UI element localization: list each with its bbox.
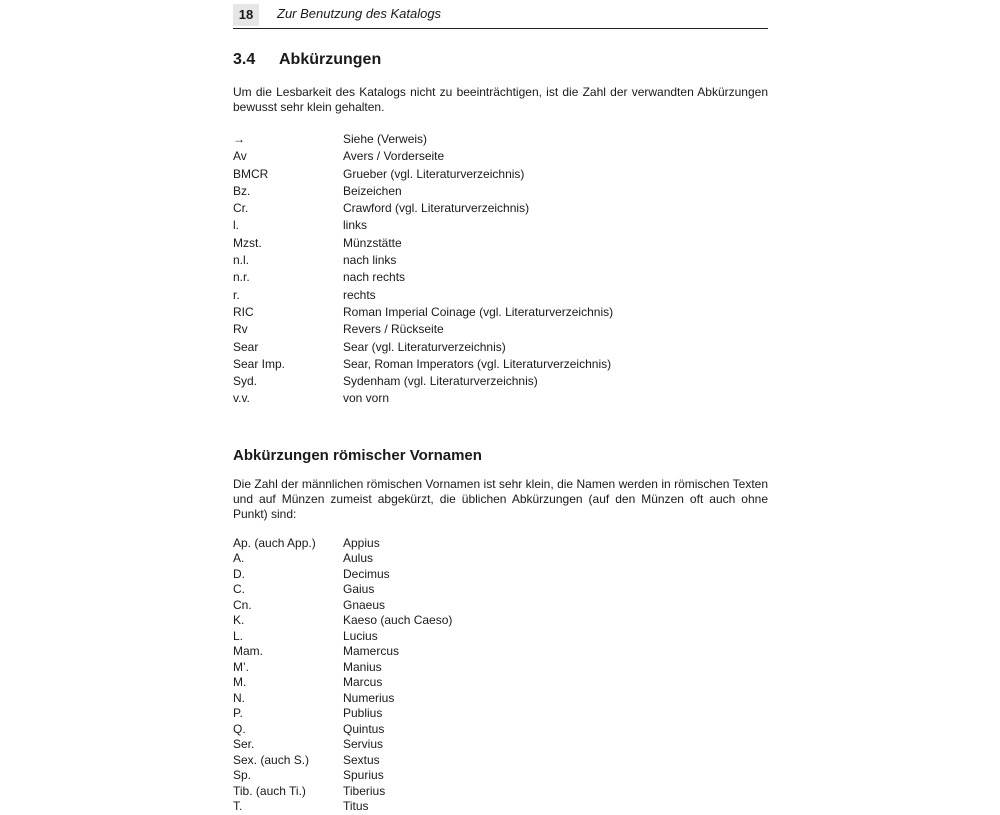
abbreviation: Mzst.	[233, 235, 262, 250]
abbreviation: l.	[233, 218, 239, 233]
abbreviation-meaning: Mamercus	[343, 644, 400, 659]
list-item	[233, 287, 768, 304]
abbreviation-meaning: Crawford (vgl. Literaturverzeichnis)	[343, 201, 530, 216]
list-item	[233, 675, 768, 691]
list-item	[233, 629, 768, 645]
list-item	[233, 598, 768, 614]
abbreviation-meaning: Avers / Vorderseite	[343, 149, 445, 164]
list-item	[233, 706, 768, 722]
list-item	[233, 567, 768, 583]
abbreviation: P.	[233, 706, 243, 721]
abbreviation-meaning: Appius	[343, 535, 380, 550]
list-item	[233, 148, 768, 165]
section-intro: Um die Lesbarkeit des Katalogs nicht zu beeinträchtigen, ist die Zahl der verwandten Abkürzungen bewusst sehr klein gehalten.	[233, 85, 768, 114]
page-header	[233, 0, 768, 29]
list-item	[233, 551, 768, 567]
abbreviation: r.	[233, 287, 240, 302]
list-item	[233, 799, 768, 815]
abbreviation: RIC	[233, 304, 254, 319]
page-number: 18	[233, 4, 259, 26]
abbreviation: M’.	[233, 659, 249, 674]
abbreviation: M.	[233, 675, 247, 690]
abbreviation-meaning: Kaeso (auch Caeso)	[343, 613, 453, 628]
abbreviation-list	[233, 131, 768, 408]
list-item	[233, 166, 768, 183]
list-item	[233, 582, 768, 598]
abbreviation: Sear	[233, 339, 259, 354]
abbreviation: Syd.	[233, 374, 258, 389]
abbreviation: Av	[233, 149, 247, 164]
abbreviation: C.	[233, 582, 245, 597]
abbreviation-meaning: Sextus	[343, 752, 380, 767]
abbreviation: BMCR	[233, 166, 269, 181]
abbreviation: n.r.	[233, 270, 250, 285]
praenomen-list	[233, 536, 768, 815]
section-title: Abkürzungen	[279, 51, 382, 68]
section-heading	[233, 48, 768, 72]
abbreviation-meaning: Grueber (vgl. Literaturverzeichnis)	[343, 166, 525, 181]
book-page	[233, 0, 768, 815]
abbreviation: Q.	[233, 721, 246, 736]
abbreviation: Mam.	[233, 644, 263, 659]
list-item	[233, 304, 768, 321]
abbreviation: N.	[233, 690, 245, 705]
list-item	[233, 217, 768, 234]
subsection-intro: Die Zahl der männlichen römischen Vornamen ist sehr klein, die Namen werden in römischen Texten und auf Münzen zumeist abgekürzt, die üblichen Abkürzungen (auf den Münzen oft auch ohne Punkt) sind:	[233, 476, 768, 521]
abbreviation: →	[233, 132, 245, 146]
abbreviation: Sex. (auch S.)	[233, 752, 310, 767]
abbreviation: Cn.	[233, 597, 252, 612]
abbreviation: Bz.	[233, 183, 251, 198]
abbreviation: Rv	[233, 322, 248, 337]
list-item	[233, 200, 768, 217]
abbreviation-meaning: Sydenham (vgl. Literaturverzeichnis)	[343, 374, 538, 389]
abbreviation-meaning: Titus	[343, 799, 369, 814]
list-item	[233, 131, 768, 148]
list-item	[233, 321, 768, 338]
abbreviation-meaning: Marcus	[343, 675, 383, 690]
abbreviation-meaning: Revers / Rückseite	[343, 322, 444, 337]
abbreviation-meaning: nach links	[343, 253, 397, 268]
abbreviation-meaning: von vorn	[343, 391, 390, 406]
list-item	[233, 356, 768, 373]
abbreviation: Tib. (auch Ti.)	[233, 783, 306, 798]
abbreviation-meaning: Servius	[343, 737, 384, 752]
list-item	[233, 768, 768, 784]
abbreviation-meaning: Sear, Roman Imperators (vgl. Literaturverzeichnis)	[343, 356, 612, 371]
abbreviation: T.	[233, 799, 243, 814]
list-item	[233, 373, 768, 390]
list-item	[233, 269, 768, 286]
list-item	[233, 613, 768, 629]
abbreviation-meaning: Gaius	[343, 582, 375, 597]
abbreviation: Cr.	[233, 201, 249, 216]
abbreviation: Sp.	[233, 768, 252, 783]
abbreviation: Ap. (auch App.)	[233, 535, 316, 550]
abbreviation-meaning: Decimus	[343, 566, 390, 581]
list-item	[233, 644, 768, 660]
abbreviation-meaning: Spurius	[343, 768, 384, 783]
list-item	[233, 753, 768, 769]
list-item	[233, 235, 768, 252]
abbreviation-meaning: Numerius	[343, 690, 395, 705]
list-item	[233, 536, 768, 552]
abbreviation-meaning: Publius	[343, 706, 383, 721]
subsection-heading: Abkürzungen römischer Vornamen	[233, 446, 482, 464]
abbreviation: A.	[233, 551, 245, 566]
abbreviation-meaning: Roman Imperial Coinage (vgl. Literaturverzeichnis)	[343, 304, 614, 319]
abbreviation-meaning: Aulus	[343, 551, 374, 566]
list-item	[233, 339, 768, 356]
abbreviation-meaning: Manius	[343, 659, 382, 674]
list-item	[233, 660, 768, 676]
list-item	[233, 183, 768, 200]
list-item	[233, 252, 768, 269]
abbreviation: Sear Imp.	[233, 356, 286, 371]
abbreviation-meaning: Siehe (Verweis)	[343, 132, 428, 146]
abbreviation-meaning: Quintus	[343, 721, 385, 736]
abbreviation: n.l.	[233, 253, 250, 268]
abbreviation: D.	[233, 566, 245, 581]
abbreviation-meaning: Tiberius	[343, 783, 386, 798]
abbreviation: K.	[233, 613, 245, 628]
list-item	[233, 722, 768, 738]
list-item	[233, 390, 768, 407]
abbreviation-meaning: Lucius	[343, 628, 378, 643]
abbreviation-meaning: Gnaeus	[343, 597, 386, 612]
abbreviation-meaning: rechts	[343, 287, 376, 302]
abbreviation-meaning: Münzstätte	[343, 235, 402, 250]
abbreviation-meaning: links	[343, 218, 368, 233]
abbreviation: v.v.	[233, 391, 250, 406]
abbreviation: L.	[233, 628, 244, 643]
abbreviation: Ser.	[233, 737, 255, 752]
list-item	[233, 784, 768, 800]
abbreviation-meaning: nach rechts	[343, 270, 406, 285]
section-number: 3.4	[233, 51, 256, 68]
abbreviation-meaning: Sear (vgl. Literaturverzeichnis)	[343, 339, 506, 354]
running-title: Zur Benutzung des Katalogs	[277, 6, 442, 21]
list-item	[233, 737, 768, 753]
list-item	[233, 691, 768, 707]
abbreviation-meaning: Beizeichen	[343, 183, 402, 198]
